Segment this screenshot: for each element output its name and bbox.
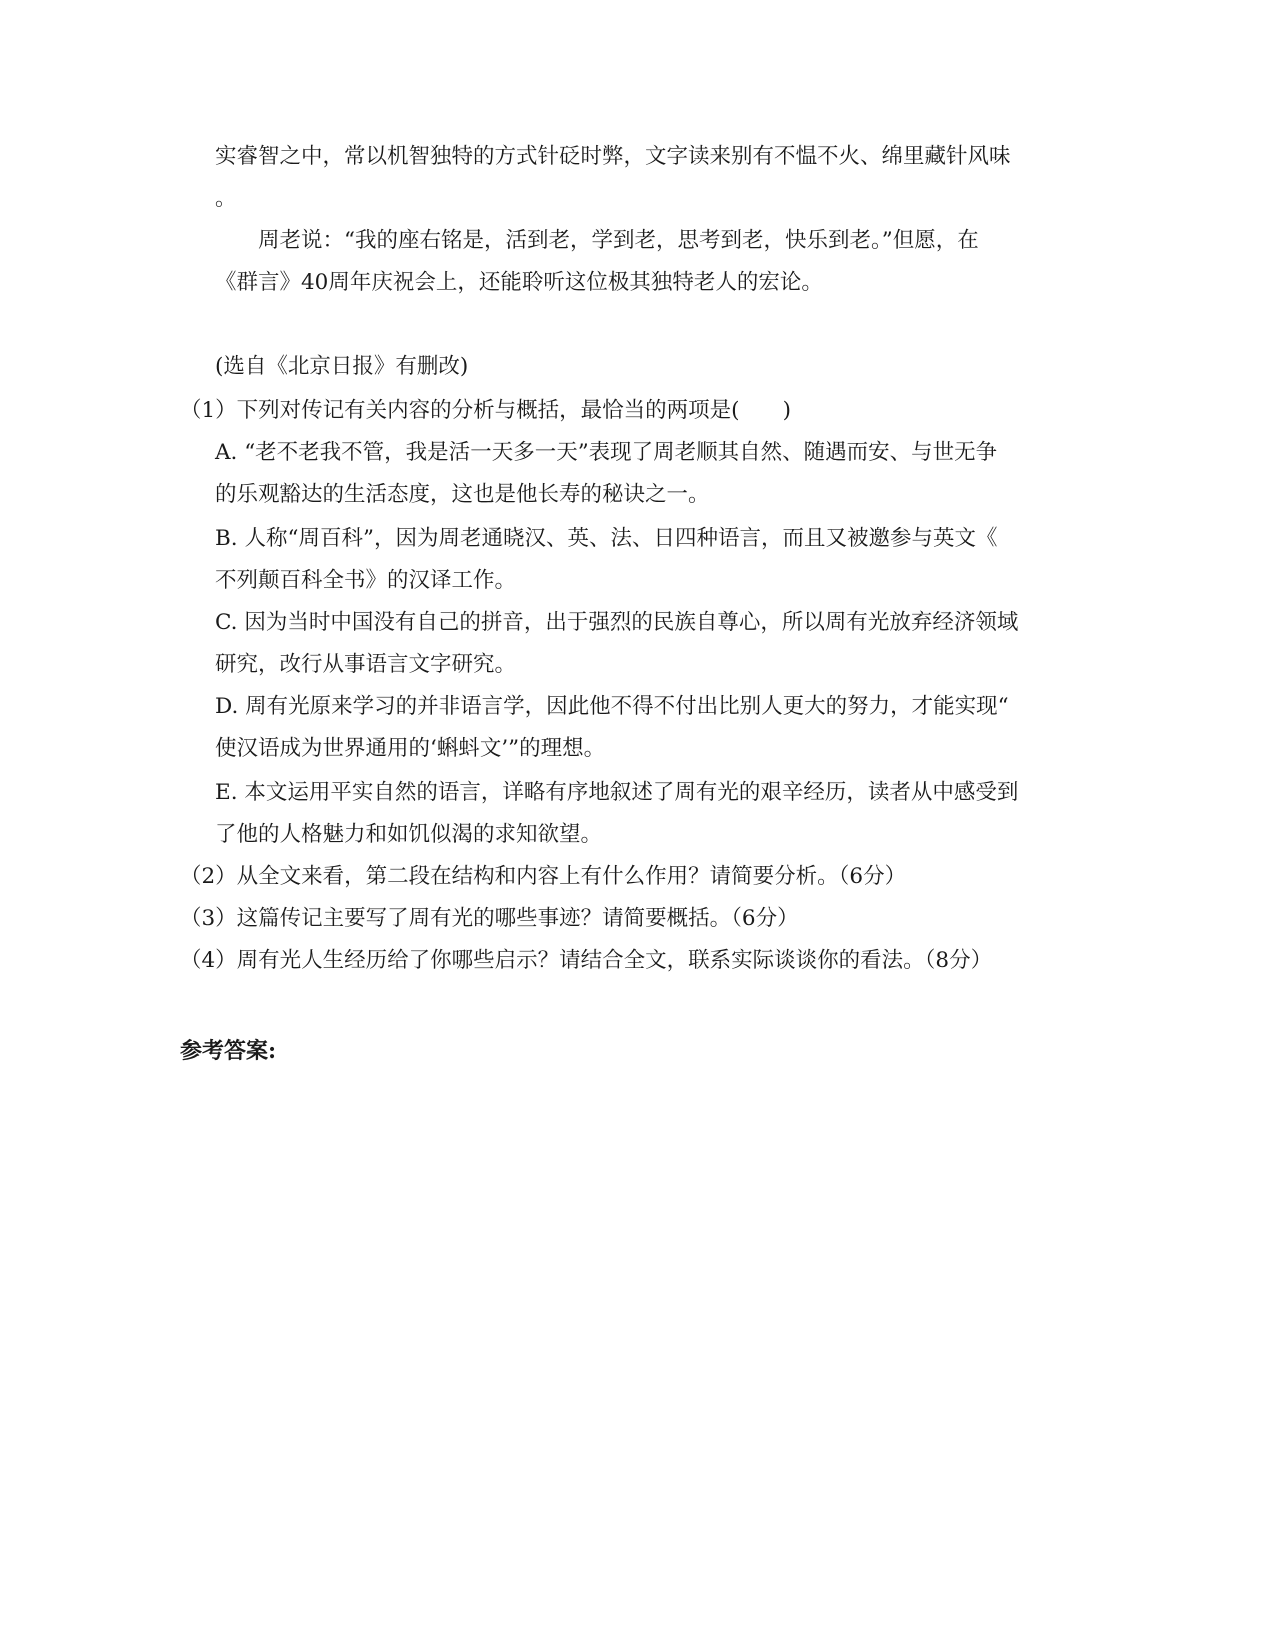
question-1-stem: （1）下列对传记有关内容的分析与概括，最恰当的两项是( ) — [180, 398, 791, 423]
option-c-cont: 研究，改行从事语言文字研究。 — [215, 652, 517, 677]
passage-line: 《群言》40周年庆祝会上，还能聆听这位极其独特老人的宏论。 — [215, 270, 823, 295]
source-note: (选自《北京日报》有删改) — [215, 354, 469, 379]
option-a-cont: 的乐观豁达的生活态度，这也是他长寿的秘诀之一。 — [215, 482, 710, 507]
option-d: D. 周有光原来学习的并非语言学，因此他不得不付出比别人更大的努力，才能实现“ — [215, 694, 1009, 719]
question-2: （2）从全文来看，第二段在结构和内容上有什么作用？请简要分析。（6分） — [180, 864, 907, 889]
passage-line: 周老说：“我的座右铭是，活到老，学到老，思考到老，快乐到老。”但愿，在 — [258, 228, 979, 253]
passage-line: 。 — [215, 186, 237, 211]
question-4: （4）周有光人生经历给了你哪些启示？请结合全文，联系实际谈谈你的看法。（8分） — [180, 948, 993, 973]
option-d-cont: 使汉语成为世界通用的‘蝌蚪文’”的理想。 — [215, 736, 606, 761]
answer-heading: 参考答案: — [180, 1038, 277, 1064]
option-e-cont: 了他的人格魅力和如饥似渴的求知欲望。 — [215, 822, 603, 847]
passage-line: 实睿智之中，常以机智独特的方式针砭时弊，文字读来别有不愠不火、绵里藏针风味 — [215, 144, 1011, 169]
question-3: （3）这篇传记主要写了周有光的哪些事迹？请简要概括。（6分） — [180, 906, 799, 931]
option-b-cont: 不列颠百科全书》的汉译工作。 — [215, 568, 517, 593]
option-a: A. “老不老我不管，我是活一天多一天”表现了周老顺其自然、随遇而安、与世无争 — [215, 440, 998, 465]
option-e: E. 本文运用平实自然的语言，详略有序地叙述了周有光的艰辛经历，读者从中感受到 — [215, 780, 1019, 805]
option-c: C. 因为当时中国没有自己的拼音，出于强烈的民族自尊心，所以周有光放弃经济领域 — [215, 610, 1019, 635]
option-b: B. 人称“周百科”，因为周老通晓汉、英、法、日四种语言，而且又被邀参与英文《 — [215, 526, 998, 551]
